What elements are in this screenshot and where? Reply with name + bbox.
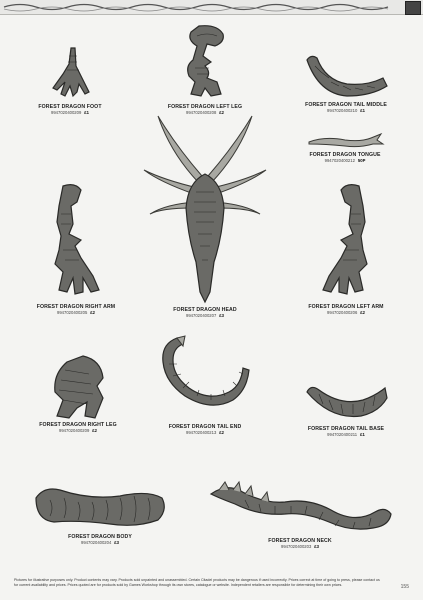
product-forest-dragon-foot[interactable] [30, 44, 110, 115]
dragon-neck-image [205, 480, 395, 538]
item-name: FOREST DRAGON FOOT [38, 104, 102, 110]
item-code: 9947020400207 £3 [186, 313, 224, 318]
item-name: FOREST DRAGON NECK [268, 538, 332, 544]
item-code: 9947020400204 £3 [81, 540, 119, 545]
product-forest-dragon-tail-end[interactable] [150, 334, 260, 435]
dragon-right-arm-image [41, 180, 111, 304]
product-forest-dragon-tail-base[interactable] [296, 378, 396, 437]
product-forest-dragon-left-arm[interactable] [296, 180, 396, 315]
product-forest-dragon-tongue[interactable] [300, 130, 390, 163]
item-code: 9947020400211 £1 [327, 432, 365, 437]
header-ornament-strip [0, 0, 423, 15]
item-code: 9947020400212 50P [324, 158, 366, 163]
item-name: FOREST DRAGON BODY [68, 534, 132, 540]
header-corner-emblem [405, 1, 421, 15]
product-forest-dragon-right-arm[interactable] [26, 180, 126, 315]
item-name: FOREST DRAGON LEFT LEG [167, 104, 243, 110]
dragon-head-image [140, 112, 270, 307]
item-name: FOREST DRAGON TONGUE [309, 152, 381, 158]
product-forest-dragon-left-leg[interactable] [160, 22, 250, 115]
dragon-foot-image [45, 44, 95, 104]
item-name: FOREST DRAGON RIGHT ARM [36, 304, 116, 310]
page-number: 155 [400, 584, 409, 590]
footer-disclaimer: Pictures for illustrative purposes only. Product contents may vary. Products sold unpainted and unassembled. Certain Citadel products may be dangerous if used incorrectly. Prices correct at time of going to press, please contact us for current availability and prices. Prices quoted are for products sold by Games Workshop through its own stores, catalogue or website. Independent retailers are responsible for determining their own prices. [14, 578, 380, 587]
item-code: 9947020400210 £1 [327, 108, 365, 113]
product-forest-dragon-body[interactable] [30, 480, 170, 545]
item-code: 9947020400203 £3 [281, 544, 319, 549]
dragon-tongue-image [305, 130, 385, 152]
product-forest-dragon-tail-middle[interactable] [296, 50, 396, 113]
product-forest-dragon-right-leg[interactable] [28, 352, 128, 433]
item-code: 9947020400209 £2 [59, 428, 97, 433]
dragon-tail-end-image [155, 334, 255, 424]
item-code: 9947020400206 £2 [327, 310, 365, 315]
item-code: 9947020400209 £1 [51, 110, 89, 115]
dragon-left-arm-image [311, 180, 381, 304]
item-name: FOREST DRAGON HEAD [173, 307, 237, 313]
header-ornament-icon [0, 0, 405, 14]
dragon-left-leg-image [177, 22, 233, 104]
product-forest-dragon-neck[interactable] [200, 480, 400, 549]
item-name: FOREST DRAGON RIGHT LEG [39, 422, 117, 428]
dragon-body-image [30, 480, 170, 534]
dragon-tail-middle-image [301, 50, 391, 102]
dragon-tail-base-image [301, 378, 391, 426]
dragon-right-leg-image [43, 352, 113, 422]
item-name: FOREST DRAGON TAIL MIDDLE [305, 102, 387, 108]
item-code: 9947020400205 £2 [57, 310, 95, 315]
item-name: FOREST DRAGON LEFT ARM [308, 304, 384, 310]
item-name: FOREST DRAGON TAIL BASE [307, 426, 385, 432]
item-name: FOREST DRAGON TAIL END [168, 424, 242, 430]
product-forest-dragon-head[interactable] [140, 112, 270, 318]
item-code: 9947020400208 £2 [186, 110, 224, 115]
item-code: 9947020400213 £2 [186, 430, 224, 435]
